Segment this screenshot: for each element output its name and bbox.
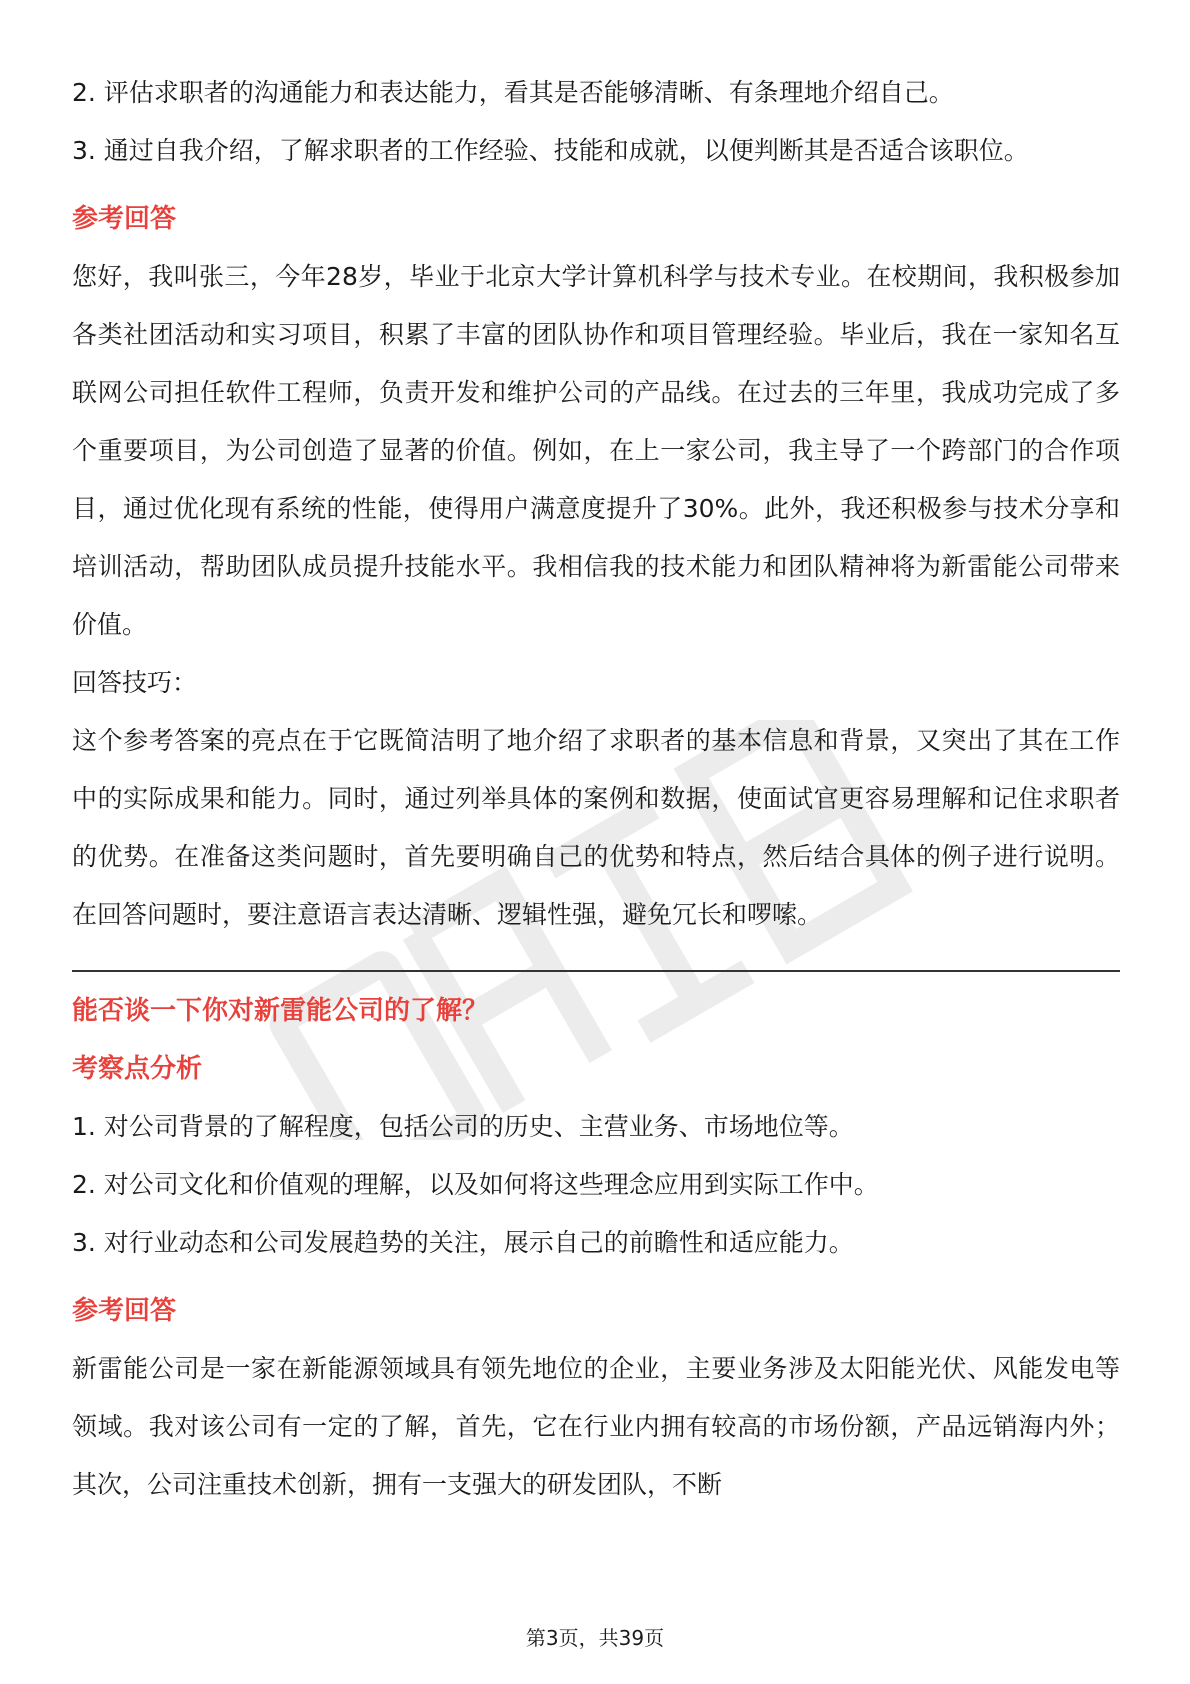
question-title: 能否谈一下你对新雷能公司的了解？ [72,996,489,1026]
list-item: 3. 对行业动态和公司发展趋势的关注，展示自己的前瞻性和适应能力。 [72,1228,854,1257]
section-divider [72,970,1120,972]
tips-paragraph: 这个参考答案的亮点在于它既简洁明了地介绍了求职者的基本信息和背景，又突出了其在工作中的实际成果和能力。同时，通过列举具体的案例和数据，使面试官更容易理解和记住求职者的优势。在准备这类问题时，首先要明确自己的优势和特点，然后结合具体的例子进行说明。在回答问题时，要注意语言表达清晰、逻辑性强，避免冗长和啰嗦。 [72,726,1120,929]
list-item: 3. 通过自我介绍，了解求职者的工作经验、技能和成就，以便判断其是否适合该职位。 [72,136,1029,165]
answer-paragraph: 新雷能公司是一家在新能源领域具有领先地位的企业，主要业务涉及太阳能光伏、风能发电等领域。我对该公司有一定的了解，首先，它在行业内拥有较高的市场份额，产品远销海内外；其次，公司注重技术创新，拥有一支强大的研发团队，不断 [72,1354,1120,1499]
answer-heading: 参考回答 [72,1296,177,1326]
document-page [72,64,1120,1514]
list-item: 1. 对公司背景的了解程度，包括公司的历史、主营业务、市场地位等。 [72,1112,854,1141]
tips-label: 回答技巧： [72,668,198,697]
analysis-heading: 考察点分析 [72,1054,203,1084]
answer-heading: 参考回答 [72,204,177,234]
answer-paragraph: 您好，我叫张三，今年28岁，毕业于北京大学计算机科学与技术专业。在校期间，我积极参加各类社团活动和实习项目，积累了丰富的团队协作和项目管理经验。毕业后，我在一家知名互联网公司担任软件工程师，负责开发和维护公司的产品线。在过去的三年里，我成功完成了多个重要项目，为公司创造了显著的价值。例如，在上一家公司，我主导了一个跨部门的合作项目，通过优化现有系统的性能，使得用户满意度提升了30%。此外，我还积极参与技术分享和培训活动，帮助团队成员提升技能水平。我相信我的技术能力和团队精神将为新雷能公司带来价值。 [72,262,1120,639]
list-item: 2. 对公司文化和价值观的理解，以及如何将这些理念应用到实际工作中。 [72,1170,879,1199]
page-number-footer: 第3页，共39页 [525,1626,665,1650]
list-item: 2. 评估求职者的沟通能力和表达能力，看其是否能够清晰、有条理地介绍自己。 [72,78,954,107]
